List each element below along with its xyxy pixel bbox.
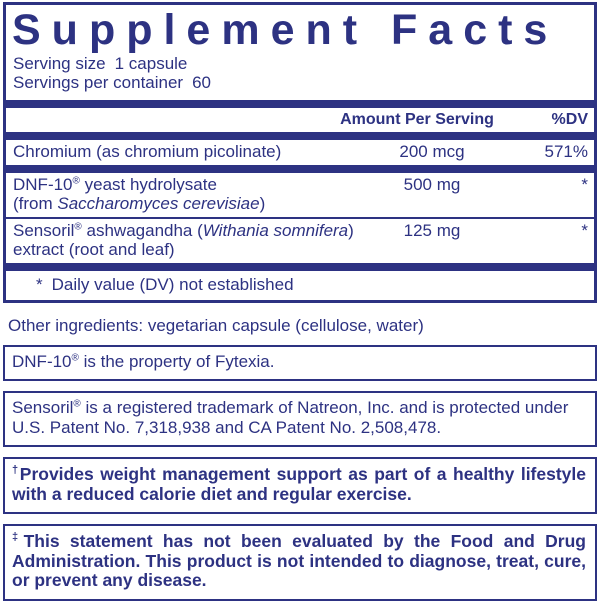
species-name: Withania somnifera xyxy=(202,221,349,241)
nutrient-amount: 125 mg xyxy=(403,221,461,241)
nutrient-row-sensoril xyxy=(6,219,594,263)
brand-name: Sensoril xyxy=(12,398,74,418)
registered-mark: ® xyxy=(74,221,82,233)
serving-size-line xyxy=(6,54,594,73)
note-box-sensoril xyxy=(3,391,597,447)
nutrient-dv: * xyxy=(581,175,588,195)
nutrient-name xyxy=(13,176,362,213)
brand-name: DNF-10 xyxy=(12,352,72,372)
nutrient-subline-end: ) xyxy=(259,193,266,213)
dagger-marker: † xyxy=(12,464,20,477)
nutrient-row-chromium xyxy=(6,140,594,166)
panel-title: Supplement Facts xyxy=(12,6,559,54)
nutrient-row-dnf10 xyxy=(6,173,594,217)
brand-name: DNF-10 xyxy=(13,175,73,195)
dv-footnote xyxy=(6,271,594,300)
divider-bar-thick xyxy=(6,165,594,173)
dv-footnote-text: Daily value (DV) not established xyxy=(51,275,294,295)
note-box-benefit-claim xyxy=(3,457,597,514)
supplement-facts-panel xyxy=(3,2,597,303)
servings-per-container-value: 60 xyxy=(192,72,212,92)
servings-per-container-line xyxy=(6,73,594,92)
double-dagger-marker: ‡ xyxy=(12,531,24,544)
header-percent-dv: %DV xyxy=(551,110,588,128)
note-text: This statement has not been evaluated by the Food and Drug Administration. This product is not intended to diagnose, treat, cure, or prevent any disease. xyxy=(12,531,586,591)
servings-per-container-label: Servings per container xyxy=(13,72,184,92)
nutrient-subline: extract (root and leaf) xyxy=(13,239,175,259)
nutrient-name-rest: yeast hydrolysate xyxy=(79,175,217,195)
nutrient-name: Chromium (as chromium picolinate) xyxy=(13,141,282,161)
nutrient-subline: (from xyxy=(13,193,58,213)
nutrient-amount: 500 mg xyxy=(403,175,461,195)
nutrient-name-rest: ashwagandha ( xyxy=(81,221,203,241)
table-header-row xyxy=(6,108,594,132)
nutrient-dv: 571% xyxy=(544,141,588,161)
nutrient-name-end: ) xyxy=(348,221,354,241)
nutrient-dv: * xyxy=(581,221,588,241)
registered-mark: ® xyxy=(72,175,80,187)
registered-mark: ® xyxy=(73,398,81,410)
brand-name: Sensoril xyxy=(13,221,75,241)
registered-mark: ® xyxy=(71,352,79,364)
other-ingredients-line: Other ingredients: vegetarian capsule (cellulose, water) xyxy=(8,316,424,336)
divider-bar-thick xyxy=(6,263,594,271)
supplement-label xyxy=(0,2,600,591)
header-amount-per-serving: Amount Per Serving xyxy=(340,110,494,128)
note-text: is a registered trademark of Natreon, Inc. and is protected under U.S. Patent No. 7,318,938 and CA Patent No. 2,508,478. xyxy=(12,398,569,438)
divider-bar-thick xyxy=(6,132,594,140)
note-box-dnf10 xyxy=(3,345,597,381)
serving-size-label: Serving size xyxy=(13,53,106,73)
asterisk-marker: * xyxy=(36,275,43,295)
note-box-fda-disclaimer xyxy=(3,524,597,601)
note-text: Provides weight management support as part of a healthy lifestyle with a reduced calorie diet and regular exercise. xyxy=(12,464,587,504)
note-text: is the property of Fytexia. xyxy=(78,352,275,372)
species-name: Saccharomyces cerevisiae xyxy=(57,193,260,213)
nutrient-name xyxy=(13,222,362,259)
nutrient-amount: 200 mcg xyxy=(399,141,465,161)
divider-bar-thick xyxy=(6,100,594,108)
serving-size-value: 1 capsule xyxy=(114,53,188,73)
